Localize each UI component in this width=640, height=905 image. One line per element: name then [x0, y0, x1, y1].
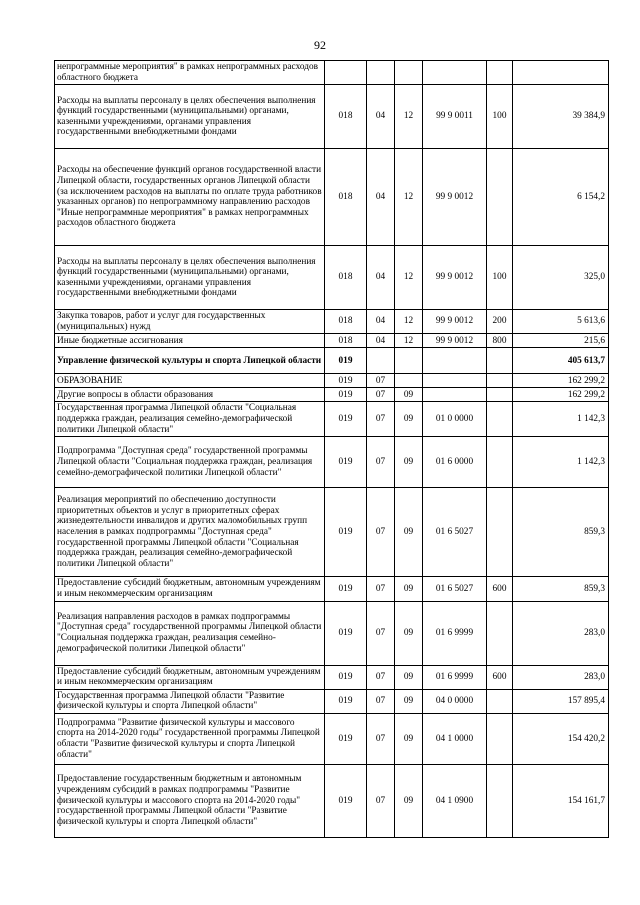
row-expense-type: [487, 601, 513, 665]
row-ved-code: 019: [325, 764, 367, 837]
row-subsection-code: 09: [395, 388, 423, 402]
row-section-code: 07: [367, 601, 395, 665]
row-section-code: 07: [367, 665, 395, 689]
row-target-article: 01 0 0000: [423, 402, 487, 437]
row-section-code: 07: [367, 689, 395, 713]
row-subsection-code: 12: [395, 246, 423, 310]
row-section-code: [367, 61, 395, 85]
row-expense-type: [487, 402, 513, 437]
row-target-article: 04 0 0000: [423, 689, 487, 713]
table-row: [55, 348, 609, 374]
row-section-code: [367, 348, 395, 374]
row-expense-type: [487, 388, 513, 402]
row-expense-type: [487, 374, 513, 388]
row-amount: 6 154,2: [513, 149, 609, 246]
row-name: Иные бюджетные ассигнования: [55, 334, 325, 348]
table-row: [55, 689, 609, 713]
row-ved-code: 019: [325, 374, 367, 388]
row-target-article: 99 9 0011: [423, 85, 487, 149]
row-name: Закупка товаров, работ и услуг для государственных (муниципальных) нужд: [55, 310, 325, 334]
row-target-article: 99 9 0012: [423, 334, 487, 348]
row-subsection-code: 12: [395, 310, 423, 334]
row-target-article: 01 6 9999: [423, 665, 487, 689]
row-subsection-code: 09: [395, 601, 423, 665]
row-target-article: 01 6 9999: [423, 601, 487, 665]
row-ved-code: [325, 61, 367, 85]
row-target-article: 01 6 0000: [423, 437, 487, 488]
row-target-article: 01 6 5027: [423, 577, 487, 601]
row-subsection-code: 09: [395, 713, 423, 764]
row-name: Подпрограмма "Развитие физической культуры и массового спорта на 2014-2020 годы" государственной программы Липецкой области "Развитие физической культуры и спорта Липецкой области": [55, 713, 325, 764]
row-ved-code: 019: [325, 388, 367, 402]
row-amount: 157 895,4: [513, 689, 609, 713]
row-subsection-code: 09: [395, 437, 423, 488]
table-row: [55, 437, 609, 488]
row-target-article: [423, 348, 487, 374]
row-name: Расходы на выплаты персоналу в целях обеспечения выполнения функций государственными (муниципальными) органами, казенными учреждениями, органами управления государственными внебюджетными фондами: [55, 85, 325, 149]
row-ved-code: 019: [325, 689, 367, 713]
table-row: [55, 488, 609, 577]
budget-table: [54, 60, 609, 838]
row-expense-type: [487, 149, 513, 246]
row-target-article: 01 6 5027: [423, 488, 487, 577]
row-subsection-code: 09: [395, 689, 423, 713]
row-section-code: 07: [367, 488, 395, 577]
table-row: [55, 374, 609, 388]
row-name: Расходы на выплаты персоналу в целях обеспечения выполнения функций государственными (муниципальными) органами, казенными учреждениями, органами управления государственными внебюджетными фондами: [55, 246, 325, 310]
row-target-article: 99 9 0012: [423, 246, 487, 310]
table-row: [55, 61, 609, 85]
row-name: Другие вопросы в области образования: [55, 388, 325, 402]
row-name: Государственная программа Липецкой области "Развитие физической культуры и спорта Липецкой области": [55, 689, 325, 713]
row-expense-type: [487, 437, 513, 488]
table-row: [55, 577, 609, 601]
row-section-code: 04: [367, 334, 395, 348]
row-name: Государственная программа Липецкой области "Социальная поддержка граждан, реализация семейно-демографической политики Липецкой области": [55, 402, 325, 437]
row-name: Предоставление субсидий бюджетным, автономным учреждениям и иным некоммерческим организациям: [55, 665, 325, 689]
row-amount: 325,0: [513, 246, 609, 310]
row-amount: [513, 61, 609, 85]
row-target-article: 04 1 0000: [423, 713, 487, 764]
row-amount: 154 420,2: [513, 713, 609, 764]
row-ved-code: 019: [325, 665, 367, 689]
row-section-code: 04: [367, 310, 395, 334]
row-ved-code: 019: [325, 488, 367, 577]
row-expense-type: [487, 488, 513, 577]
row-expense-type: [487, 689, 513, 713]
row-target-article: [423, 374, 487, 388]
row-amount: 215,6: [513, 334, 609, 348]
row-section-code: 04: [367, 85, 395, 149]
row-expense-type: [487, 713, 513, 764]
table-body: [55, 61, 609, 838]
row-ved-code: 018: [325, 85, 367, 149]
row-section-code: 04: [367, 149, 395, 246]
row-ved-code: 019: [325, 713, 367, 764]
row-amount: 154 161,7: [513, 764, 609, 837]
table-row: [55, 665, 609, 689]
row-section-code: 07: [367, 437, 395, 488]
row-subsection-code: 12: [395, 85, 423, 149]
row-name: Предоставление государственным бюджетным и автономным учреждениям субсидий в рамках подпрограммы "Развитие физической культуры и массового спорта на 2014-2020 годы" государственной программы Липецкой области "Развитие физической культуры и спорта Липецкой области": [55, 764, 325, 837]
row-subsection-code: 09: [395, 764, 423, 837]
table-row: [55, 246, 609, 310]
row-ved-code: 019: [325, 601, 367, 665]
row-ved-code: 018: [325, 310, 367, 334]
row-amount: 39 384,9: [513, 85, 609, 149]
table-row: [55, 334, 609, 348]
row-expense-type: [487, 61, 513, 85]
table-row: [55, 310, 609, 334]
row-target-article: 99 9 0012: [423, 149, 487, 246]
row-amount: 405 613,7: [513, 348, 609, 374]
row-amount: 1 142,3: [513, 402, 609, 437]
row-subsection-code: 09: [395, 665, 423, 689]
row-target-article: 99 9 0012: [423, 310, 487, 334]
row-section-code: 04: [367, 246, 395, 310]
table-row: [55, 388, 609, 402]
row-name: Управление физической культуры и спорта Липецкой области: [55, 348, 325, 374]
row-target-article: [423, 388, 487, 402]
row-subsection-code: 12: [395, 149, 423, 246]
row-name: Подпрограмма "Доступная среда" государственной программы Липецкой области "Социальная поддержка граждан, реализация семейно-демографической политики Липецкой области": [55, 437, 325, 488]
page-number: 92: [314, 38, 326, 52]
row-amount: 162 299,2: [513, 388, 609, 402]
table-row: [55, 402, 609, 437]
row-name: ОБРАЗОВАНИЕ: [55, 374, 325, 388]
row-subsection-code: [395, 348, 423, 374]
row-expense-type: 600: [487, 665, 513, 689]
row-name: Расходы на обеспечение функций органов государственной власти Липецкой области, государственных органов Липецкой области (за исключением расходов на выплаты по оплате труда работников указанных органов) по непрограммному направлению расходов "Иные непрограммные мероприятия" в рамках непрограммных расходов областного бюджета: [55, 149, 325, 246]
table-row: [55, 713, 609, 764]
row-name: Реализация направления расходов в рамках подпрограммы "Доступная среда" государственной программы Липецкой области "Социальная поддержка граждан, реализация семейно-демографической политики Липецкой области": [55, 601, 325, 665]
row-expense-type: 800: [487, 334, 513, 348]
row-amount: 283,0: [513, 601, 609, 665]
row-amount: 1 142,3: [513, 437, 609, 488]
row-ved-code: 019: [325, 437, 367, 488]
table-row: [55, 85, 609, 149]
row-section-code: 07: [367, 577, 395, 601]
row-ved-code: 018: [325, 246, 367, 310]
row-amount: 859,3: [513, 488, 609, 577]
row-subsection-code: [395, 61, 423, 85]
row-section-code: 07: [367, 764, 395, 837]
row-target-article: [423, 61, 487, 85]
row-name: Предоставление субсидий бюджетным, автономным учреждениям и иным некоммерческим организациям: [55, 577, 325, 601]
row-ved-code: 019: [325, 402, 367, 437]
row-section-code: 07: [367, 374, 395, 388]
row-name: Реализация мероприятий по обеспечению доступности приоритетных объектов и услуг в приоритетных сферах жизнедеятельности инвалидов и других маломобильных групп населения в рамках подпрограммы "Доступная среда" государственной программы Липецкой области "Социальная поддержка граждан, реализация семейно-демографической политики Липецкой области": [55, 488, 325, 577]
row-section-code: 07: [367, 713, 395, 764]
row-subsection-code: 09: [395, 488, 423, 577]
row-target-article: 04 1 0900: [423, 764, 487, 837]
row-expense-type: [487, 764, 513, 837]
row-amount: 859,3: [513, 577, 609, 601]
row-amount: 283,0: [513, 665, 609, 689]
row-ved-code: 018: [325, 149, 367, 246]
row-amount: 162 299,2: [513, 374, 609, 388]
row-ved-code: 019: [325, 577, 367, 601]
row-expense-type: [487, 348, 513, 374]
row-subsection-code: 09: [395, 402, 423, 437]
row-amount: 5 613,6: [513, 310, 609, 334]
row-ved-code: 019: [325, 348, 367, 374]
table-row: [55, 601, 609, 665]
row-section-code: 07: [367, 388, 395, 402]
row-expense-type: 100: [487, 246, 513, 310]
table-row: [55, 764, 609, 837]
row-subsection-code: [395, 374, 423, 388]
row-subsection-code: 12: [395, 334, 423, 348]
row-ved-code: 018: [325, 334, 367, 348]
row-expense-type: 100: [487, 85, 513, 149]
row-name: непрограммные мероприятия" в рамках непрограммных расходов областного бюджета: [55, 61, 325, 85]
row-expense-type: 200: [487, 310, 513, 334]
table-row: [55, 149, 609, 246]
row-section-code: 07: [367, 402, 395, 437]
row-subsection-code: 09: [395, 577, 423, 601]
row-expense-type: 600: [487, 577, 513, 601]
